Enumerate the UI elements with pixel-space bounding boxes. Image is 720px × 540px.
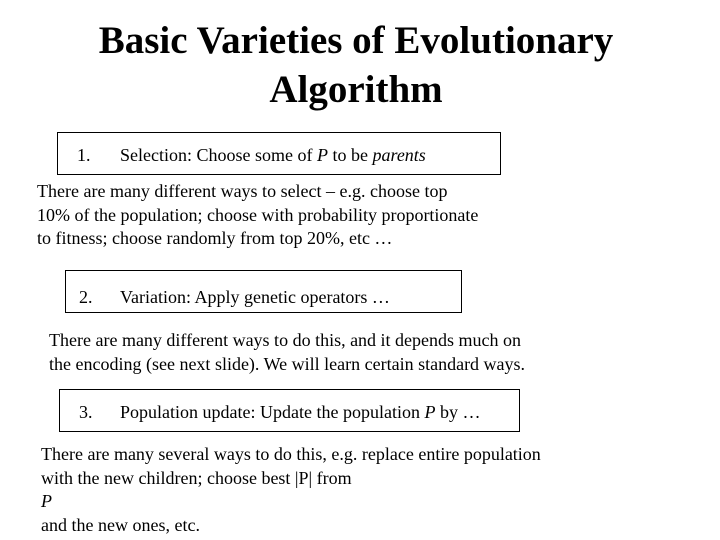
- step-3-text-after: by …: [435, 402, 481, 422]
- step-2-text: Variation: Apply genetic operators …: [120, 287, 390, 307]
- variation-explanation: [49, 329, 525, 376]
- selection-explanation-line: to fitness; choose randomly from top 20%, etc …: [37, 228, 393, 248]
- selection-explanation-line: There are many different ways to select – e.g. choose top: [37, 181, 448, 201]
- population-update-italic-p: P: [41, 491, 52, 511]
- population-update-line-2-after: and the new ones, etc.: [41, 514, 200, 535]
- step-1-box: [57, 132, 501, 175]
- step-3-text: [120, 402, 480, 423]
- step-1-text-middle: to be: [327, 145, 373, 165]
- population-update-line-2-part: with the new children; choose best |P| from: [41, 467, 352, 488]
- step-1-text-part: Selection: Choose some of: [120, 145, 317, 165]
- step-1-italic-p: P: [316, 145, 328, 165]
- step-1-italic-parents: parents: [372, 145, 426, 165]
- variation-explanation-line: the encoding (see next slide). We will learn certain standard ways.: [49, 353, 526, 374]
- population-update-explanation: [41, 443, 541, 537]
- slide-title-line-2: Algorithm: [269, 68, 443, 111]
- selection-explanation-line: 10% of the population; choose with probability proportionate: [37, 204, 479, 225]
- selection-explanation: [37, 180, 478, 251]
- step-3-italic-p: P: [424, 402, 436, 422]
- step-1-text: [120, 145, 426, 166]
- step-2-number: 2.: [79, 287, 93, 307]
- step-3-number: 3.: [79, 402, 93, 422]
- population-update-line-1: There are many several ways to do this, e.g. replace entire population: [41, 444, 541, 464]
- slide-title-line-1: Basic Varieties of Evolutionary: [98, 19, 614, 62]
- step-2-box: [65, 270, 462, 313]
- slide-title: [0, 16, 712, 114]
- step-1-number: 1.: [77, 145, 91, 165]
- population-update-line-2: [41, 467, 541, 538]
- variation-explanation-line: There are many different ways to do this, and it depends much on: [49, 330, 522, 350]
- step-3-box: [59, 389, 520, 432]
- step-3-text-part: Population update: Update the population: [120, 402, 425, 422]
